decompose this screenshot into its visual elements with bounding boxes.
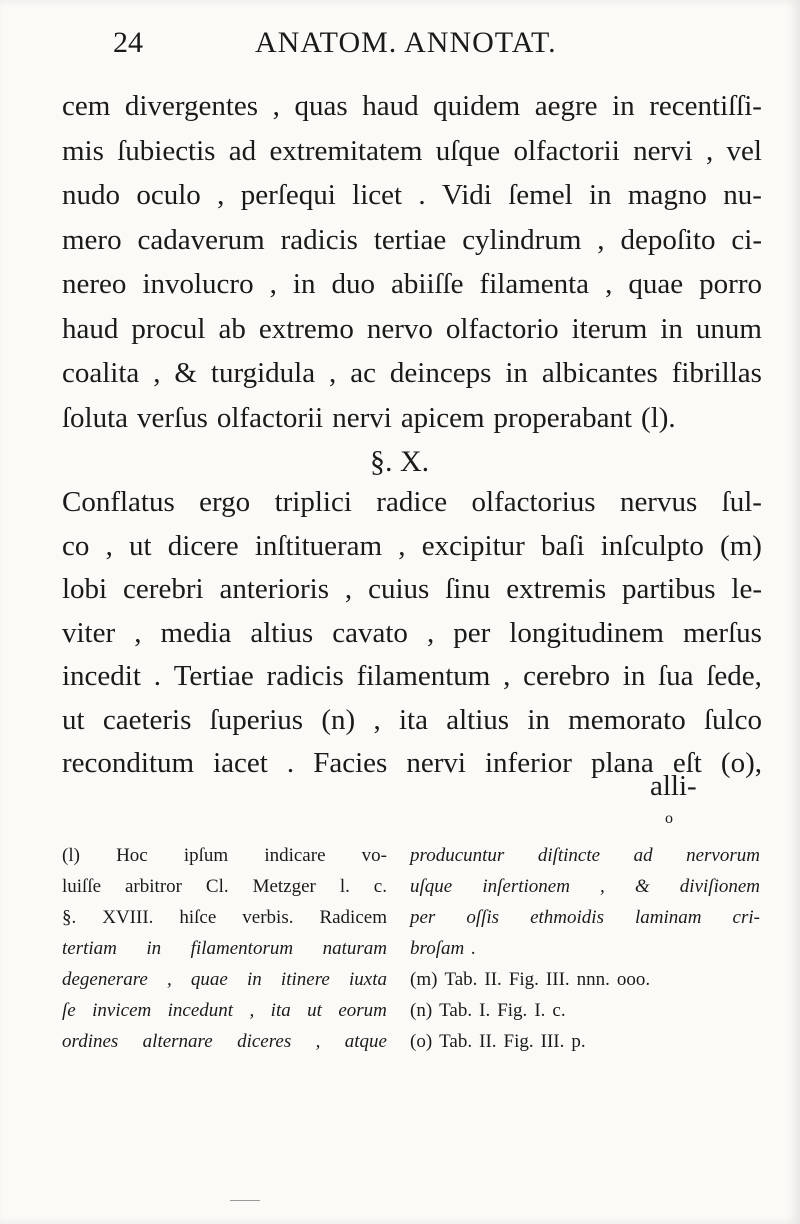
page-number: 24	[113, 26, 143, 59]
text-line	[62, 398, 762, 438]
word: ,	[272, 90, 280, 122]
word: longitudinem	[509, 616, 664, 649]
word: excipitur	[421, 529, 525, 562]
word: l.	[339, 876, 350, 897]
word: olfactorii	[216, 401, 324, 434]
word: nnn.	[576, 969, 610, 990]
word: media	[160, 616, 232, 649]
section-heading: §. X.	[370, 445, 430, 478]
word: c.	[552, 1000, 566, 1021]
word: le-	[731, 573, 762, 605]
word: haud	[62, 312, 119, 345]
word: ſoluta	[62, 401, 129, 434]
word: ſubiectis	[117, 134, 216, 167]
word: incedunt	[167, 1000, 234, 1021]
word: in	[612, 90, 635, 122]
word: in	[292, 268, 316, 300]
word: ooo.	[616, 969, 651, 990]
word: II.	[479, 1031, 497, 1052]
word: p.	[571, 1031, 586, 1052]
text-line	[62, 700, 762, 740]
word: ,	[269, 268, 277, 300]
text-line	[62, 175, 762, 215]
word: coalita	[62, 357, 140, 389]
word: verſus	[137, 401, 208, 434]
footnote-line	[410, 842, 760, 870]
text-line	[62, 613, 762, 653]
text-line	[62, 656, 762, 696]
catchword-mark: o	[665, 810, 673, 827]
word: ab	[218, 312, 246, 345]
word: nereo	[62, 268, 127, 300]
word: extremis	[506, 573, 607, 605]
word: caeteris	[102, 703, 192, 736]
word: apicem	[400, 401, 485, 434]
word: ,	[153, 357, 161, 389]
word: ſe	[62, 1000, 76, 1021]
text-line	[62, 264, 762, 304]
word: Tab.	[439, 1031, 473, 1052]
word: &	[174, 357, 197, 389]
word: invicem	[92, 1000, 152, 1021]
word: ſemel	[508, 179, 573, 211]
word: inſculpto	[600, 529, 704, 562]
text-line	[62, 86, 762, 126]
word: inferior	[484, 747, 572, 779]
word: extremitatem	[269, 134, 423, 167]
word: nervi	[633, 134, 693, 167]
word: ſua	[658, 660, 694, 692]
word: cavato	[332, 616, 408, 649]
word: radicis	[280, 223, 358, 256]
footnote-line	[410, 997, 760, 1025]
word: vel	[726, 134, 762, 167]
word: ſul-	[721, 486, 762, 518]
word: hiſce	[179, 907, 217, 928]
word: involucro	[142, 268, 254, 300]
footnote-line	[62, 842, 387, 870]
word: (l).	[641, 401, 676, 434]
word: altius	[446, 703, 510, 736]
word: ,	[217, 179, 225, 211]
word: abiiſſe	[391, 268, 464, 300]
running-head: ANATOM. ANNOTAT.	[255, 26, 557, 59]
word: nervo	[366, 312, 433, 345]
word: oſſis	[466, 907, 500, 928]
word: ,	[166, 969, 172, 990]
word: .	[153, 660, 161, 692]
text-line	[62, 220, 762, 260]
word: mero	[62, 223, 122, 256]
word: memorato	[568, 703, 686, 736]
text-line	[62, 569, 762, 609]
word: ,	[315, 1031, 321, 1052]
word: cri-	[732, 907, 760, 928]
word: XVIII.	[102, 907, 154, 928]
footnote-line	[410, 904, 760, 932]
word: naturam	[322, 938, 387, 959]
word: duo	[331, 268, 375, 300]
word: ,	[705, 134, 714, 167]
word: (n)	[410, 1000, 433, 1021]
word: ut	[129, 529, 152, 562]
word: quas	[294, 90, 348, 122]
word: uſque	[435, 134, 501, 167]
word: Conflatus	[62, 486, 175, 518]
word: ,	[597, 223, 605, 256]
word: filamenta	[479, 268, 590, 300]
word: Metzger	[252, 876, 316, 897]
word: per	[453, 616, 491, 649]
word: ordines	[62, 1031, 119, 1052]
word: olfactorii	[513, 134, 620, 167]
word: extremo	[258, 312, 354, 345]
word: recentiſſi-	[649, 90, 762, 122]
word: oculo	[136, 179, 201, 211]
word: cuius	[368, 573, 430, 605]
footnote-line	[62, 904, 387, 932]
word: quae	[190, 969, 228, 990]
word: ut	[307, 1000, 322, 1021]
word: ac	[350, 357, 376, 389]
word: ipſum	[183, 845, 229, 866]
footnote-line	[62, 1028, 387, 1056]
page-header	[0, 26, 800, 66]
word: cerebri	[123, 573, 204, 605]
word: ,	[605, 268, 613, 300]
word: ad	[228, 134, 257, 167]
word: .	[471, 938, 476, 959]
text-line	[62, 353, 762, 393]
word: nervus	[619, 486, 698, 518]
word: radicis	[266, 660, 344, 692]
footnote-line	[410, 966, 760, 994]
word: plana	[591, 747, 654, 779]
word: haud	[362, 90, 419, 122]
word: I.	[479, 1000, 491, 1021]
footnote-line	[62, 997, 387, 1025]
word: Radicem	[319, 907, 387, 928]
word: inſtitueram	[254, 529, 383, 562]
word: cylindrum	[462, 223, 582, 256]
bottom-mark	[230, 1200, 260, 1201]
word: vo-	[361, 845, 387, 866]
word: (n)	[321, 703, 356, 736]
word: Vidi	[442, 179, 492, 211]
word: in	[246, 969, 262, 990]
word: anterioris	[219, 573, 329, 605]
word: ,	[249, 1000, 255, 1021]
word: co	[62, 529, 90, 562]
word: divergentes	[124, 90, 259, 122]
word: ſulco	[704, 703, 762, 736]
word: (l)	[62, 845, 80, 866]
word: Tertiae	[173, 660, 254, 692]
word: broſam	[410, 938, 465, 959]
word: uſque	[410, 876, 453, 897]
word: filamentum	[356, 660, 491, 692]
word: III.	[540, 1031, 565, 1052]
word: properabant	[493, 401, 633, 434]
word: §.	[62, 907, 77, 928]
word: dicere	[167, 529, 239, 562]
word: &	[634, 876, 650, 897]
word: Tab.	[444, 969, 478, 990]
word: olfactorio	[445, 312, 559, 345]
word: triplici	[274, 486, 352, 518]
word: III.	[545, 969, 570, 990]
word: merſus	[682, 616, 762, 649]
word: incedit	[62, 660, 141, 692]
word: in	[146, 938, 162, 959]
word: turgidula	[210, 357, 316, 389]
word: (m)	[720, 529, 762, 562]
word: licet	[352, 179, 403, 211]
footnote-line	[62, 966, 387, 994]
word: Hoc	[116, 845, 148, 866]
word: Fig.	[497, 1000, 528, 1021]
word: procul	[131, 312, 206, 345]
word: iuxta	[348, 969, 387, 990]
word: arbitror	[125, 876, 182, 897]
word: atque	[344, 1031, 387, 1052]
word: nudo	[62, 179, 120, 211]
footnote-line	[62, 935, 387, 963]
word: viter	[62, 616, 116, 649]
word: ergo	[199, 486, 251, 518]
word: ,	[344, 573, 353, 605]
word: ,	[373, 703, 381, 736]
word: nu-	[723, 179, 762, 211]
word: mis	[62, 134, 104, 167]
word: ethmoidis	[530, 907, 604, 928]
word: radice	[376, 486, 448, 518]
word: ,	[398, 529, 406, 562]
word: ſede,	[706, 660, 762, 692]
word: olfactorius	[471, 486, 596, 518]
word: Facies	[313, 747, 388, 779]
word: quae	[628, 268, 684, 300]
word: ci-	[731, 223, 762, 256]
word: (m)	[410, 969, 438, 990]
word: ut	[62, 703, 85, 736]
word: diceres	[237, 1031, 292, 1052]
word: per	[410, 907, 436, 928]
footnote-line	[410, 1028, 760, 1056]
word: nervi	[332, 401, 392, 434]
word: ſuperius	[209, 703, 304, 736]
word: reconditum	[62, 747, 195, 779]
word: indicare	[264, 845, 326, 866]
word: lobi	[62, 573, 108, 605]
word: unum	[695, 312, 762, 345]
word: filamentorum	[190, 938, 294, 959]
word: (o),	[720, 747, 762, 779]
word: porro	[699, 268, 762, 300]
word: aegre	[534, 90, 598, 122]
word: luiſſe	[62, 876, 102, 897]
word: laminam	[635, 907, 702, 928]
word: partibus	[622, 573, 716, 605]
word: fibrillas	[671, 357, 762, 389]
word: Tab.	[439, 1000, 473, 1021]
word: inſertionem	[482, 876, 570, 897]
word: (o)	[410, 1031, 433, 1052]
word: ita	[398, 703, 428, 736]
word: ,	[134, 616, 142, 649]
word: eſt	[672, 747, 702, 779]
word: Cl.	[205, 876, 229, 897]
word: c.	[373, 876, 387, 897]
word: cem	[62, 90, 111, 122]
word: .	[418, 179, 426, 211]
word: ſinu	[445, 573, 491, 605]
word: itinere	[280, 969, 330, 990]
word: ,	[503, 660, 511, 692]
word: nervi	[406, 747, 466, 779]
word: ita	[270, 1000, 291, 1021]
word: albicantes	[541, 357, 658, 389]
word: Fig.	[508, 969, 539, 990]
word: producuntur	[410, 845, 505, 866]
footnote-line	[410, 873, 760, 901]
word: Fig.	[503, 1031, 534, 1052]
text-line	[62, 309, 762, 349]
word: tertiae	[373, 223, 447, 256]
word: alternare	[142, 1031, 213, 1052]
text-line	[62, 482, 762, 522]
word: ad	[633, 845, 653, 866]
word: altius	[250, 616, 314, 649]
word: degenerare	[62, 969, 148, 990]
catchword: alli-	[650, 770, 697, 802]
word: diſtincte	[537, 845, 601, 866]
text-line	[62, 131, 762, 171]
word: diviſionem	[679, 876, 760, 897]
text-line	[62, 526, 762, 566]
word: ,	[600, 876, 605, 897]
word: iacet	[213, 747, 268, 779]
word: .	[286, 747, 295, 779]
word: depoſito	[620, 223, 716, 256]
word: in	[527, 703, 550, 736]
word: quidem	[433, 90, 521, 122]
word: II.	[484, 969, 502, 990]
word: eorum	[338, 1000, 387, 1021]
word: ,	[329, 357, 337, 389]
word: in	[622, 660, 646, 692]
word: deinceps	[389, 357, 492, 389]
word: magno	[627, 179, 707, 211]
word: baſi	[541, 529, 585, 562]
word: I.	[534, 1000, 546, 1021]
word: ,	[426, 616, 435, 649]
word: cerebro	[523, 660, 611, 692]
word: perſequi	[240, 179, 336, 211]
word: in	[589, 179, 612, 211]
word: iterum	[571, 312, 648, 345]
word: cadaverum	[137, 223, 265, 256]
word: nervorum	[686, 845, 760, 866]
word: in	[660, 312, 683, 345]
word: in	[505, 357, 528, 389]
word: ,	[105, 529, 113, 562]
word: verbis.	[242, 907, 294, 928]
footnote-line	[410, 935, 760, 963]
word: tertiam	[62, 938, 117, 959]
footnote-line	[62, 873, 387, 901]
